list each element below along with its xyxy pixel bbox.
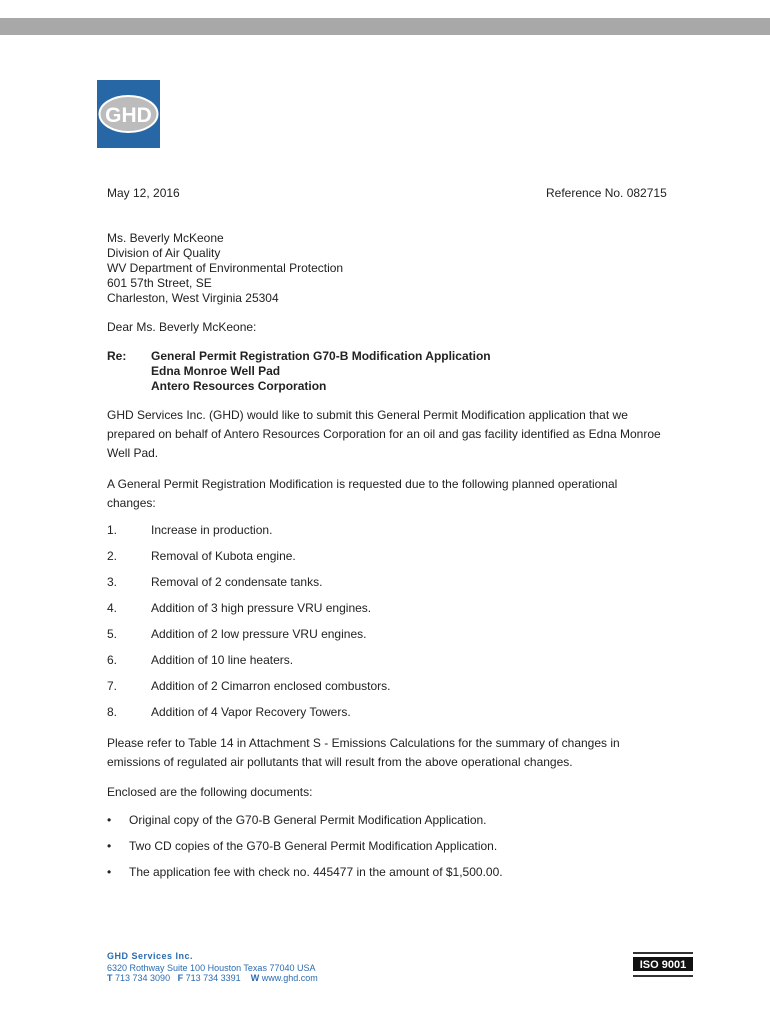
footer-fax-label: F xyxy=(177,973,184,983)
list-item: Removal of 2 condensate tanks. xyxy=(151,575,323,589)
top-banner xyxy=(0,18,770,35)
re-subject: General Permit Registration G70-B Modification Application xyxy=(151,349,491,363)
list-item: Addition of 3 high pressure VRU engines. xyxy=(151,601,372,615)
footer-contacts xyxy=(107,973,318,983)
recipient-division: Division of Air Quality xyxy=(107,246,221,260)
document-item: Two CD copies of the G70-B General Permit Modification Application. xyxy=(129,839,498,853)
bullet-icon: • xyxy=(107,839,112,853)
request-paragraph: A General Permit Registration Modification is requested due to the following planned operational changes: xyxy=(107,477,618,510)
list-item: Addition of 2 low pressure VRU engines. xyxy=(151,627,367,641)
list-item-number: 4. xyxy=(107,601,118,615)
list-item: Addition of 2 Cimarron enclosed combustors. xyxy=(151,679,391,693)
reference-number: Reference No. 082715 xyxy=(546,186,667,200)
recipient-street: 601 57th Street, SE xyxy=(107,276,212,290)
letter-date: May 12, 2016 xyxy=(107,186,180,200)
list-item: Removal of Kubota engine. xyxy=(151,549,296,563)
list-item: Addition of 10 line heaters. xyxy=(151,653,294,667)
bullet-icon: • xyxy=(107,813,112,827)
list-item-number: 5. xyxy=(107,627,118,641)
list-item-number: 3. xyxy=(107,575,118,589)
document-item: Original copy of the G70-B General Permit Modification Application. xyxy=(129,813,487,827)
list-item-number: 6. xyxy=(107,653,118,667)
iso-certification-badge xyxy=(633,951,693,981)
re-label: Re: xyxy=(107,349,127,363)
re-block xyxy=(151,349,491,394)
recipient-name: Ms. Beverly McKeone xyxy=(107,231,224,245)
logo-text: GHD xyxy=(105,104,152,127)
list-item: Increase in production. xyxy=(151,523,273,537)
iso-label: ISO 9001 xyxy=(639,959,687,971)
list-item-number: 7. xyxy=(107,679,118,693)
recipient-city: Charleston, West Virginia 25304 xyxy=(107,291,279,305)
document-item: The application fee with check no. 445477 in the amount of $1,500.00. xyxy=(129,865,503,879)
refer-paragraph: Please refer to Table 14 in Attachment S - Emissions Calculations for the summary of changes in emissions of regulated air pollutants that will result from the above operational changes. xyxy=(107,736,620,769)
footer-phone: 713 734 3090 xyxy=(115,973,171,983)
enclosed-paragraph: Enclosed are the following documents: xyxy=(107,785,313,799)
footer-fax: 713 734 3391 xyxy=(185,973,241,983)
bullet-icon: • xyxy=(107,865,112,879)
list-item-number: 8. xyxy=(107,705,118,719)
ghd-logo xyxy=(97,80,160,148)
list-item-number: 2. xyxy=(107,549,118,563)
footer-web-label: W xyxy=(250,973,260,983)
footer-website[interactable]: www.ghd.com xyxy=(261,973,318,983)
list-item: Addition of 4 Vapor Recovery Towers. xyxy=(151,705,351,719)
footer-phone-label: T xyxy=(107,973,113,983)
recipient-block xyxy=(107,231,343,306)
list-item-number: 1. xyxy=(107,523,118,537)
footer-address: 6320 Rothway Suite 100 Houston Texas 77040 USA xyxy=(107,963,316,973)
recipient-department: WV Department of Environmental Protection xyxy=(107,261,344,275)
re-site: Edna Monroe Well Pad xyxy=(151,364,281,378)
re-company: Antero Resources Corporation xyxy=(151,379,327,393)
salutation: Dear Ms. Beverly McKeone: xyxy=(107,320,257,334)
intro-paragraph: GHD Services Inc. (GHD) would like to submit this General Permit Modification application that we prepared on behalf of Antero Resources Corporation for an oil and gas facility identified as Edna Monroe Well Pad. xyxy=(107,408,661,460)
footer-company: GHD Services Inc. xyxy=(107,951,194,961)
